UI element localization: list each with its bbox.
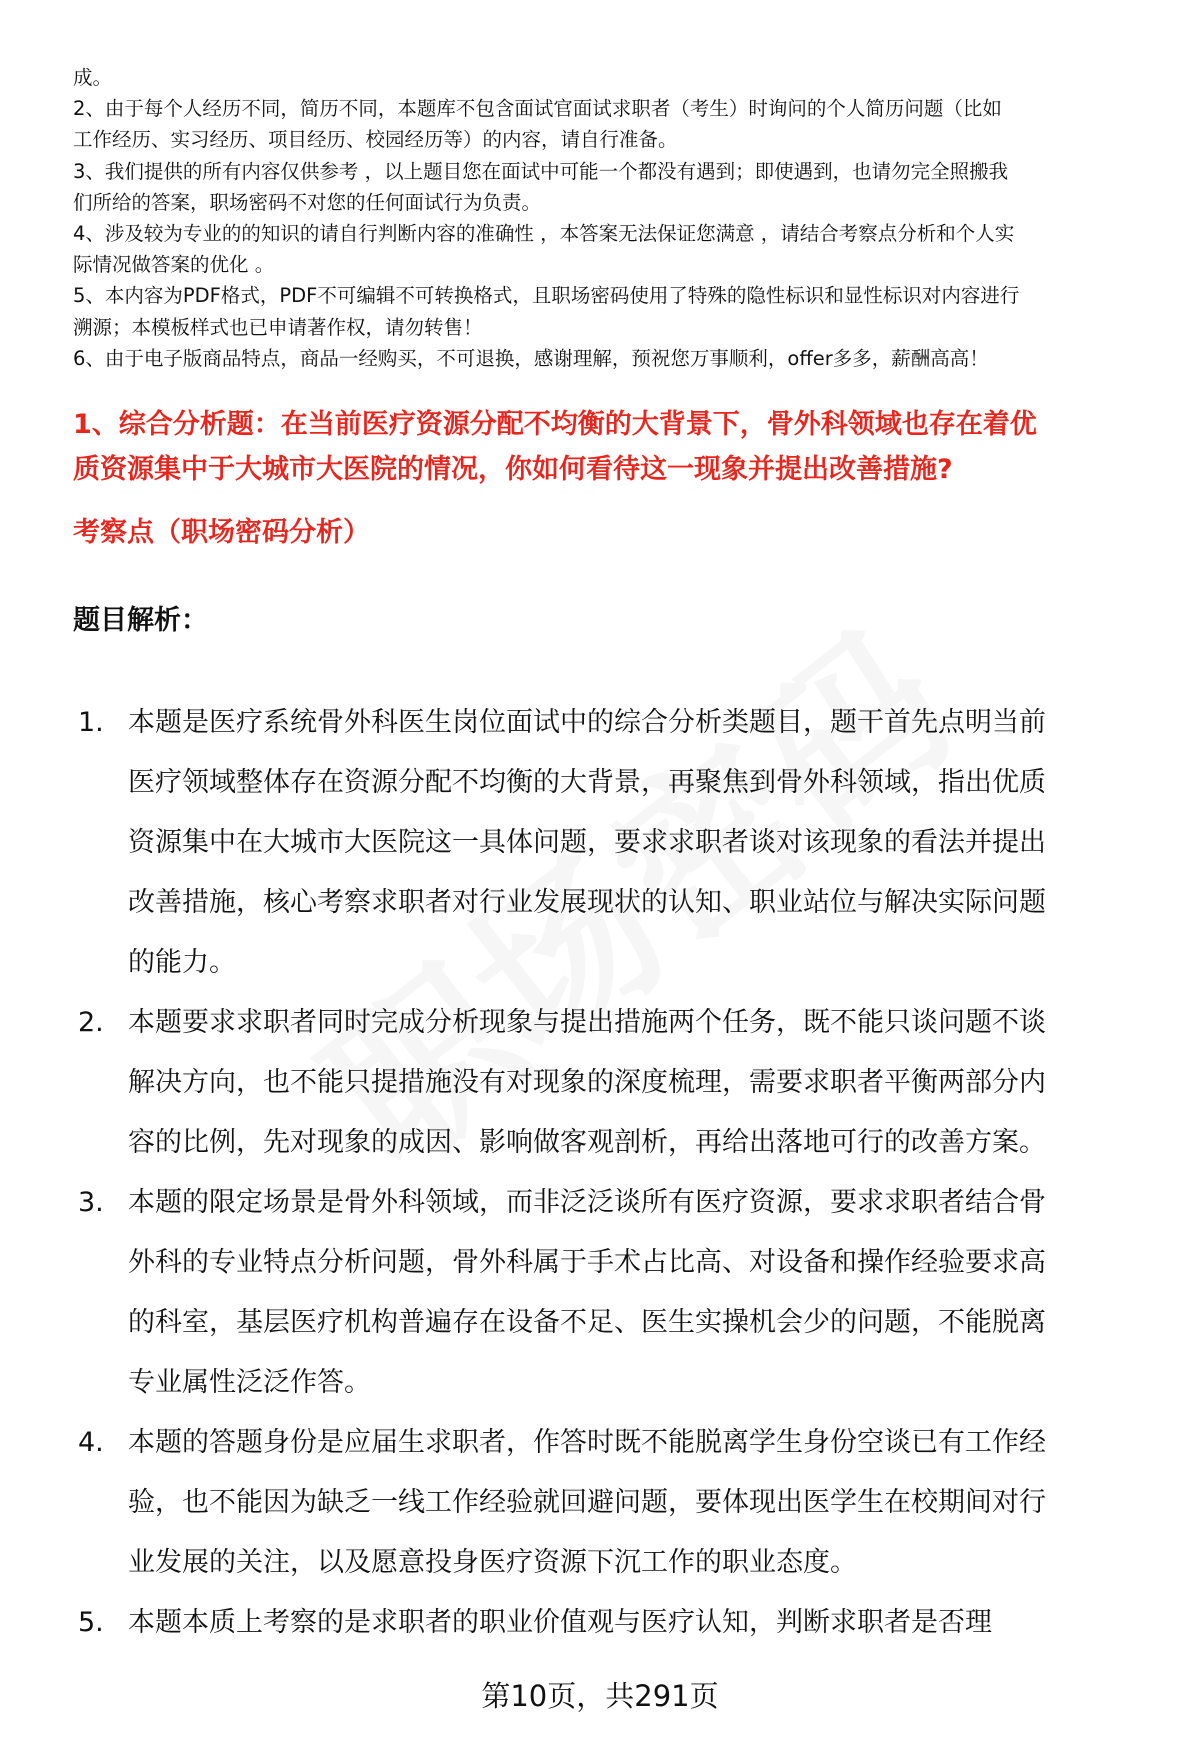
list-item-number: 2. [78,1007,104,1038]
list-item-line: 本题要求求职者同时完成分析现象与提出措施两个任务，既不能只谈问题不谈 [128,1007,1046,1038]
question-title-line: 质资源集中于大城市大医院的情况，你如何看待这一现象并提出改善措施? [73,454,953,485]
list-item-line: 本题的限定场景是骨外科领域，而非泛泛谈所有医疗资源，要求求职者结合骨 [128,1187,1046,1218]
list-item [78,1173,1168,1413]
analysis-list [78,693,1168,1653]
page-footer: 第10页，共291页 [481,1679,719,1713]
note-line: 3、我们提供的所有内容仅供参考 ，以上题目您在面试中可能一个都没有遇到；即使遇到，也请勿完全照搬我 [73,159,1009,183]
analysis-heading: 题目解析： [73,605,208,636]
list-item-line: 医疗领域整体存在资源分配不均衡的大背景，再聚焦到骨外科领域，指出优质 [128,767,1046,798]
list-item [78,1413,1168,1593]
question-title [73,402,1163,492]
list-item-line: 本题是医疗系统骨外科医生岗位面试中的综合分析类题目，题干首先点明当前 [128,707,1046,738]
note-line: 们所给的答案，职场密码不对您的任何面试行为负责。 [73,190,542,214]
list-item [78,693,1168,993]
list-item [78,1593,1168,1653]
note-line: 成。 [73,66,113,89]
list-item-number: 4. [78,1427,104,1458]
list-item-number: 1. [78,707,104,738]
kaocha-heading: 考察点（职场密码分析） [73,517,370,548]
list-item-line: 容的比例，先对现象的成因、影响做客观剖析，再给出落地可行的改善方案。 [128,1127,1046,1158]
list-item-number: 5. [78,1607,104,1638]
note-line: 溯源；本模板样式也已申请著作权，请勿转售！ [73,315,483,339]
note-line: 工作经历、实习经历、项目经历、校园经历等）的内容，请自行准备。 [73,128,678,152]
list-item-line: 解决方向，也不能只提措施没有对现象的深度梳理，需要求职者平衡两部分内 [128,1067,1046,1098]
list-item-line: 外科的专业特点分析问题，骨外科属于手术占比高、对设备和操作经验要求高 [128,1247,1046,1278]
note-line: 际情况做答案的优化 。 [73,253,275,277]
list-item-line: 的能力。 [128,947,236,978]
note-line: 4、涉及较为专业的的知识的请自行判断内容的准确性 ，本答案无法保证您满意 ，请结合考察点分析和个人实 [73,222,1015,246]
note-line: 5、本内容为PDF格式，PDF不可编辑不可转换格式，且职场密码使用了特殊的隐性标识和显性标识对内容进行 [73,284,1020,308]
list-item-line: 改善措施，核心考察求职者对行业发展现状的认知、职业站位与解决实际问题 [128,887,1046,918]
list-item-line: 资源集中在大城市大医院这一具体问题，要求求职者谈对该现象的看法并提出 [128,827,1046,858]
list-item-line: 验，也不能因为缺乏一线工作经验就回避问题，要体现出医学生在校期间对行 [128,1487,1046,1518]
note-line: 6、由于电子版商品特点，商品一经购买，不可退换，感谢理解，预祝您万事顺利，offer多多，薪酬高高！ [73,346,989,370]
list-item-line: 业发展的关注，以及愿意投身医疗资源下沉工作的职业态度。 [128,1547,857,1578]
list-item [78,993,1168,1173]
note-line: 2、由于每个人经历不同，简历不同，本题库不包含面试官面试求职者（考生）时询问的个人简历问题（比如 [73,97,1002,121]
list-item-line: 本题本质上考察的是求职者的职业价值观与医疗认知，判断求职者是否理 [128,1607,992,1638]
list-item-number: 3. [78,1187,104,1218]
question-title-line: 1、综合分析题：在当前医疗资源分配不均衡的大背景下，骨外科领域也存在着优 [73,409,1037,440]
list-item-line: 专业属性泛泛作答。 [128,1367,371,1398]
list-item-line: 的科室，基层医疗机构普遍存在设备不足、医生实操机会少的问题，不能脱离 [128,1307,1046,1338]
list-item-line: 本题的答题身份是应届生求职者，作答时既不能脱离学生身份空谈已有工作经 [128,1427,1046,1458]
disclaimer-notes [73,62,1163,374]
